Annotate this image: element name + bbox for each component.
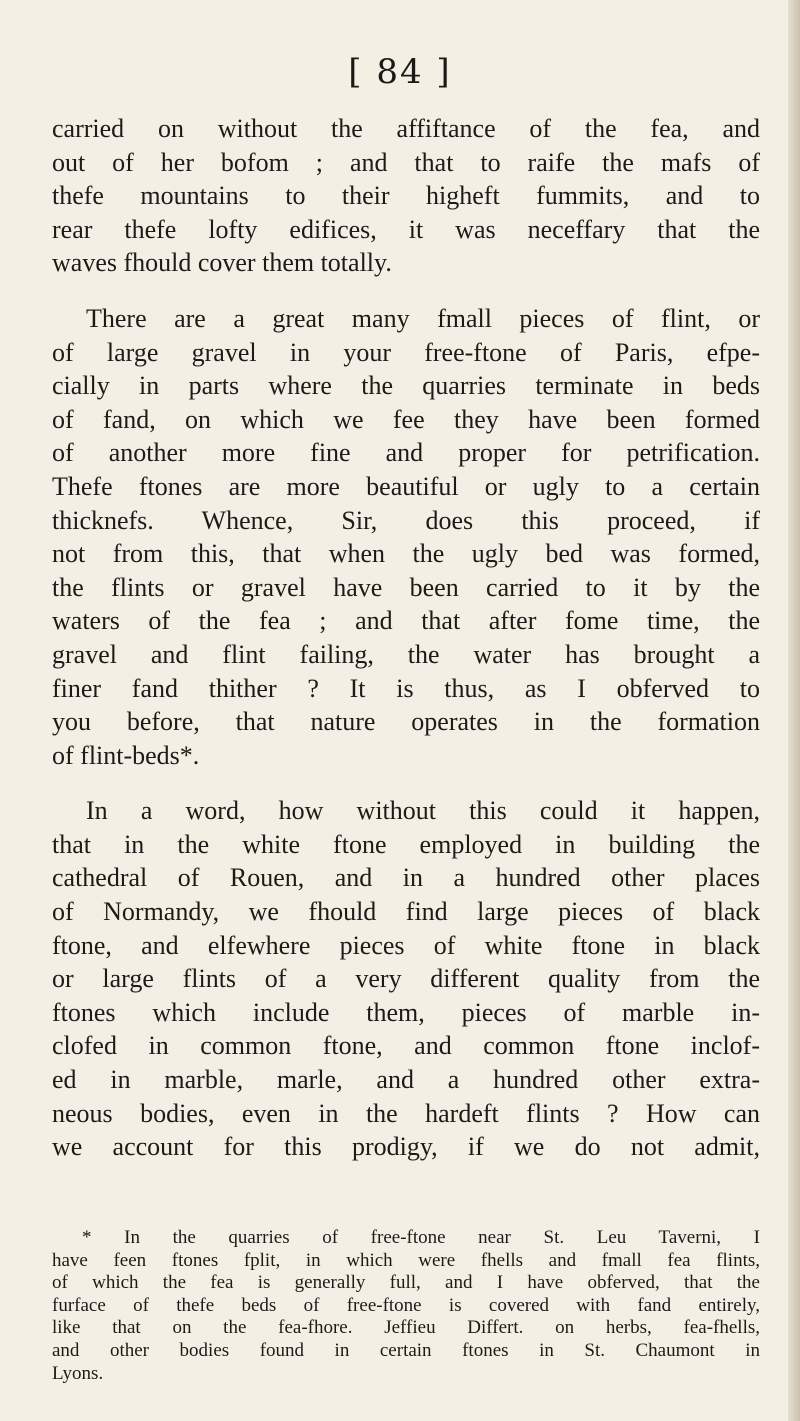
text-line: of flint-beds*. bbox=[52, 740, 200, 770]
paragraph-3 bbox=[52, 794, 760, 1164]
text-line: waves fhould cover them totally. bbox=[52, 248, 392, 278]
text-line: waters of the fea ; and that after fome time, the bbox=[52, 606, 760, 636]
text-line: gravel and flint failing, the water has brought a bbox=[52, 639, 760, 669]
text-line: In a word, how without this could it happen, bbox=[86, 796, 760, 826]
footnote-line: have feen ftones fplit, in which were fhells and fmall fea flints, bbox=[52, 1249, 760, 1271]
text-line: of another more fine and proper for petrification. bbox=[52, 438, 760, 468]
footnote-line: of which the fea is generally full, and I have obferved, that the bbox=[52, 1272, 760, 1294]
body-text bbox=[52, 112, 760, 1164]
text-line: finer fand thither ? It is thus, as I obferved to bbox=[52, 673, 760, 703]
text-line: or large flints of a very different quality from the bbox=[52, 964, 760, 994]
footnote-line: like that on the fea-fhore. Jeffieu Differt. on herbs, fea-fhells, bbox=[52, 1317, 760, 1339]
footnote-line: and other bodies found in certain ftones in St. Chaumont in bbox=[52, 1339, 760, 1361]
text-line: cially in parts where the quarries terminate in beds bbox=[52, 371, 760, 401]
text-line: rear thefe lofty edifices, it was neceffary that the bbox=[52, 214, 760, 244]
text-line: of fand, on which we fee they have been formed bbox=[52, 404, 760, 434]
footnote-line: Lyons. bbox=[52, 1362, 104, 1384]
text-line: of large gravel in your free-ftone of Paris, efpe- bbox=[52, 337, 760, 367]
page-number: [ 84 ] bbox=[348, 52, 452, 92]
text-line: out of her bofom ; and that to raife the mafs of bbox=[52, 147, 760, 177]
paragraph-1 bbox=[52, 112, 760, 280]
paragraph-2 bbox=[52, 302, 760, 772]
text-line: you before, that nature operates in the formation bbox=[52, 707, 760, 737]
text-line: cathedral of Rouen, and in a hundred other places bbox=[52, 863, 760, 893]
text-line: not from this, that when the ugly bed was formed, bbox=[52, 539, 760, 569]
text-line: ftones which include them, pieces of marble in- bbox=[52, 997, 760, 1027]
text-line: thicknefs. Whence, Sir, does this proceed, if bbox=[52, 505, 760, 535]
text-line: clofed in common ftone, and common ftone inclof- bbox=[52, 1031, 760, 1061]
footnote-line: * In the quarries of free-ftone near St. Leu Taverni, I bbox=[82, 1227, 760, 1248]
page-edge-shadow bbox=[788, 0, 800, 1421]
text-line: thefe mountains to their higheft fummits, and to bbox=[52, 181, 760, 211]
text-line: the flints or gravel have been carried to it by the bbox=[52, 572, 760, 602]
text-line: carried on without the affiftance of the fea, and bbox=[52, 114, 760, 143]
footnote-line: furface of thefe beds of free-ftone is covered with fand entirely, bbox=[52, 1294, 760, 1316]
text-line: neous bodies, even in the hardeft flints ? How can bbox=[52, 1098, 760, 1128]
text-line: There are a great many fmall pieces of flint, or bbox=[86, 303, 760, 333]
text-line: Thefe ftones are more beautiful or ugly to a certain bbox=[52, 471, 760, 501]
text-line: ftone, and elfewhere pieces of white ftone in black bbox=[52, 930, 760, 960]
footnote bbox=[52, 1227, 760, 1385]
text-line: that in the white ftone employed in building the bbox=[52, 829, 760, 859]
text-line: ed in marble, marle, and a hundred other extra- bbox=[52, 1065, 760, 1095]
text-line: we account for this prodigy, if we do not admit, bbox=[52, 1132, 760, 1162]
text-line: of Normandy, we fhould find large pieces of black bbox=[52, 897, 760, 927]
